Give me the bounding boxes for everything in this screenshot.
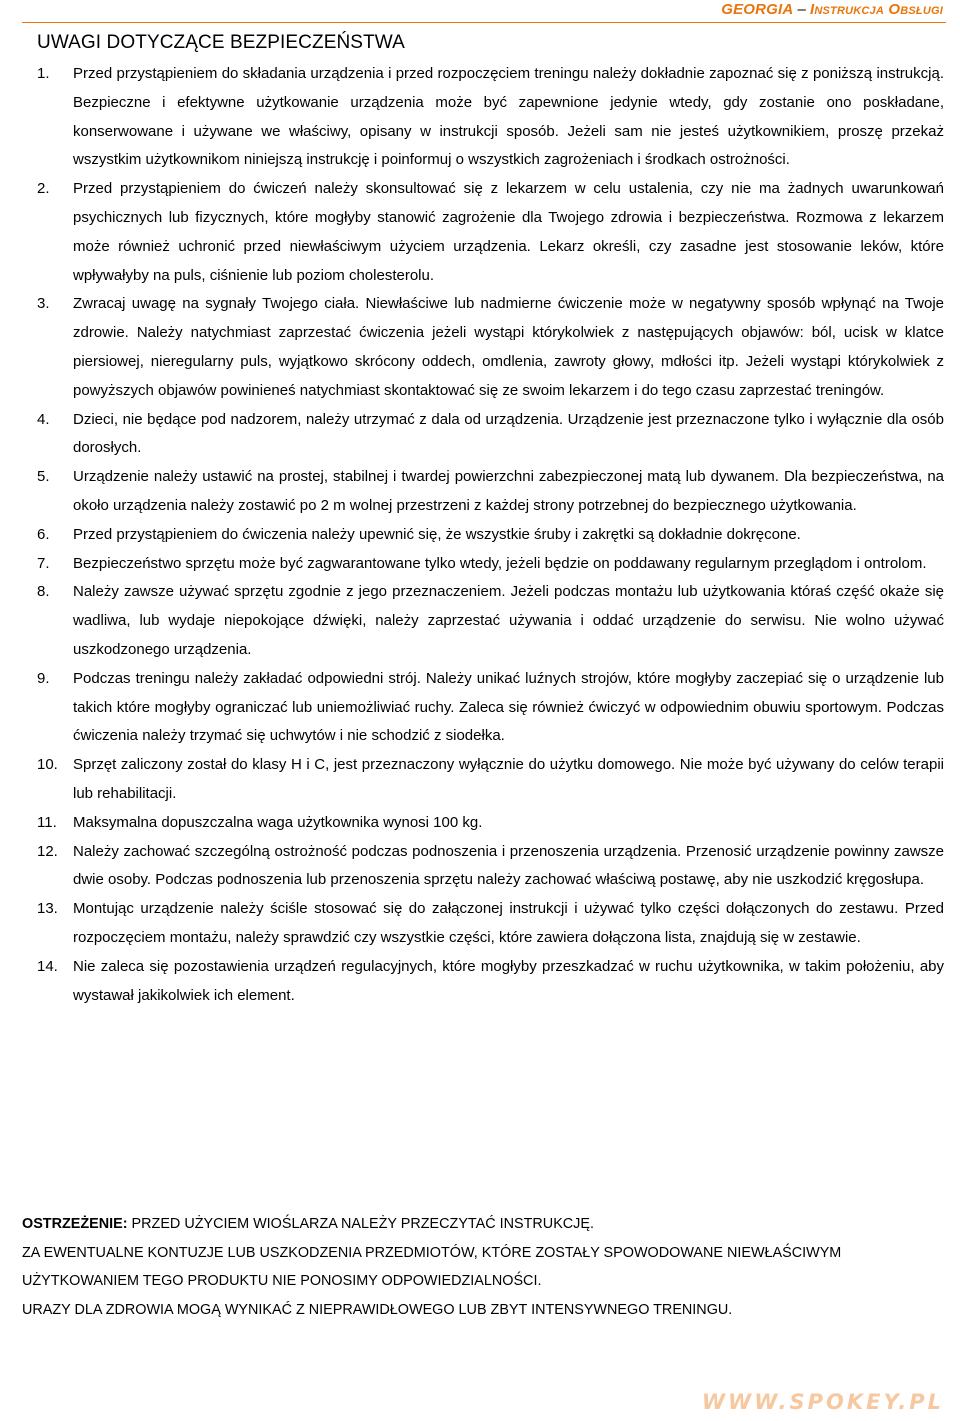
safety-item-number: 13. [37,900,58,918]
safety-item-text: Sprzęt zaliczony został do klasy H i C, jest przeznaczony wyłącznie do użytku domowego. Nie może być używany do celów terapii lub rehabilitacji. [73,756,944,802]
safety-list [37,60,944,1010]
safety-item [37,665,944,751]
safety-item-number: 12. [37,842,58,860]
header-subtitle: Instrukcja Obsługi [810,1,943,18]
safety-item-text: Podczas treningu należy zakładać odpowiedni strój. Należy unikać luźnych strojów, które mogłyby zaczepiać się o urządzenie lub takich które mogłyby ograniczać lub uniemożliwiać ruchy. Zaleca się również ćwiczyć w odpowiednim obuwiu sportowym. Podczas ćwiczenia należy trzymać się uchwytów i nie schodzić z siodełka. [73,669,944,745]
safety-item [37,290,944,405]
safety-item-text: Maksymalna dopuszczalna waga użytkownika wynosi 100 kg. [73,813,483,831]
safety-item-text: Należy zawsze używać sprzętu zgodnie z jego przeznaczeniem. Jeżeli podczas montażu lub użytkowania któraś część okaże się wadliwa, lub wydaje niepokojące dźwięki, należy zaprzestać używania i oddać urządzenie do serwisu. Nie wolno używać uszkodzonego urządzenia. [73,583,944,658]
safety-item-number: 2. [37,180,50,198]
safety-item-number: 9. [37,669,50,687]
safety-item-text: Nie zaleca się pozostawienia urządzeń regulacyjnych, które mogłyby przeszkadzać w ruchu użytkownika, w takim położeniu, aby wystawał jakikolwiek ich element. [73,957,944,1004]
safety-item [37,578,944,664]
header-separator: – [797,1,806,18]
safety-item-text: Przed przystąpieniem do składania urządzenia i przed rozpoczęciem treningu należy dokładnie zapoznać się z poniższą instrukcją. Bezpieczne i efektywne użytkowanie urządzenia może być zapewnione jedynie wtedy, gdy zostanie ono poskładane, konserwowane i używane we właściwy, opisany w instrukcji sposób. Jeżeli sam nie jesteś użytkownikiem, proszę przekaż wszystkim użytkownikom niniejszą instrukcję i poinformuj o wszystkich zagrożeniach i środkach ostrożności. [73,65,944,169]
safety-item-text: Dzieci, nie będące pod nadzorem, należy utrzymać z dala od urządzenia. Urządzenie jest przeznaczone tylko i wyłącznie dla osób dorosłych. [73,410,944,457]
safety-item [37,751,944,809]
safety-item-number: 14. [37,957,58,975]
safety-item-text: Zwracaj uwagę na sygnały Twojego ciała. Niewłaściwe lub nadmierne ćwiczenie może w negatywny sposób wpłynąć na Twoje zdrowie. Należy natychmiast zaprzestać ćwiczenia jeżeli wystąpi którykolwiek z następujących objawów: ból, ucisk w klatce piersiowej, nieregularny puls, wyjątkowo skrócony oddech, omdlenia, zawroty głowy, mdłości itp. Jeżeli wystąpi którykolwiek z powyższych objawów powinieneś natychmiast skontaktować się ze swoim lekarzem i do tego czasu zaprzestać treningów. [73,295,944,399]
safety-item [37,953,944,1011]
safety-item [37,838,944,896]
safety-item [37,550,944,579]
safety-item [37,521,944,550]
safety-item [37,406,944,464]
safety-item-number: 3. [37,295,50,313]
safety-item-number: 6. [37,525,50,543]
safety-item [37,60,944,175]
warning-block [22,1210,947,1324]
warning-text-2: ZA EWENTUALNE KONTUZJE LUB USZKODZENIA PRZEDMIOTÓW, KTÓRE ZOSTAŁY SPOWODOWANE NIEWŁAŚCIWYM UŻYTKOWANIEM TEGO PRODUKTU NIE PONOSIMY ODPOWIEDZIALNOŚCI. [22,1244,842,1289]
safety-item-number: 1. [37,65,50,82]
warning-text-3: URAZY DLA ZDROWIA MOGĄ WYNIKAĆ Z NIEPRAWIDŁOWEGO LUB ZBYT INTENSYWNEGO TRENINGU. [22,1301,733,1318]
safety-item [37,463,944,521]
safety-item-number: 4. [37,410,50,428]
header-brand: GEORGIA [721,1,794,18]
page-title: UWAGI DOTYCZĄCE BEZPIECZEŃSTWA [37,32,405,53]
safety-item-number: 11. [37,813,57,831]
header-rule [22,22,946,23]
safety-item-number: 8. [37,583,50,601]
safety-item-number: 10. [37,756,58,774]
document-header [721,1,943,18]
safety-item-text: Przed przystąpieniem do ćwiczenia należy upewnić się, że wszystkie śruby i zakrętki są dokładnie dokręcone. [73,525,801,543]
website-logo: WWW.SPOKEY.PL [701,1390,944,1414]
safety-item-text: Bezpieczeństwo sprzętu może być zagwarantowane tylko wtedy, jeżeli będzie on poddawany regularnym przeglądom i ontrolom. [73,554,927,572]
safety-item-text: Przed przystąpieniem do ćwiczeń należy skonsultować się z lekarzem w celu ustalenia, czy nie ma żadnych uwarunkowań psychicznych lub fizycznych, które mogłyby stanowić zagrożenie dla Twojego zdrowia i bezpieczeństwa. Rozmowa z lekarzem może również uchronić przed niewłaściwym użyciem urządzenia. Lekarz określi, czy zasadne jest stosowanie leków, które wpływałyby na puls, ciśnienie lub poziom cholesterolu. [73,180,944,284]
safety-item [37,809,944,838]
safety-item [37,895,944,953]
safety-item-number: 5. [37,468,50,486]
safety-item-text: Montując urządzenie należy ściśle stosować się do załączonej instrukcji i używać tylko części dołączonych do zestawu. Przed rozpoczęciem montażu, należy sprawdzić czy wszystkie części, które zawiera dołączona lista, znajdują się w zestawie. [73,900,944,946]
warning-line-1 [22,1210,947,1239]
safety-item [37,175,944,290]
warning-label: OSTRZEŻENIE: [22,1216,128,1232]
safety-item-text: Urządzenie należy ustawić na prostej, stabilnej i twardej powierzchni zabezpieczonej matą lub dywanem. Dla bezpieczeństwa, na około urządzenia należy zostawić po 2 m wolnej przestrzeni z każdej strony potrzebnej do bezpiecznego użytkowania. [73,468,944,514]
warning-text-1: PRZED UŻYCIEM WIOŚLARZA NALEŻY PRZECZYTAĆ INSTRUKCJĘ. [131,1216,594,1232]
safety-item-number: 7. [37,554,50,572]
safety-item-text: Należy zachować szczególną ostrożność podczas podnoszenia i przenoszenia urządzenia. Przenosić urządzenie powinny zawsze dwie osoby. Podczas podnoszenia lub przenoszenia sprzętu należy zachować właściwą postawę, aby nie uszkodzić kręgosłupa. [73,842,944,889]
